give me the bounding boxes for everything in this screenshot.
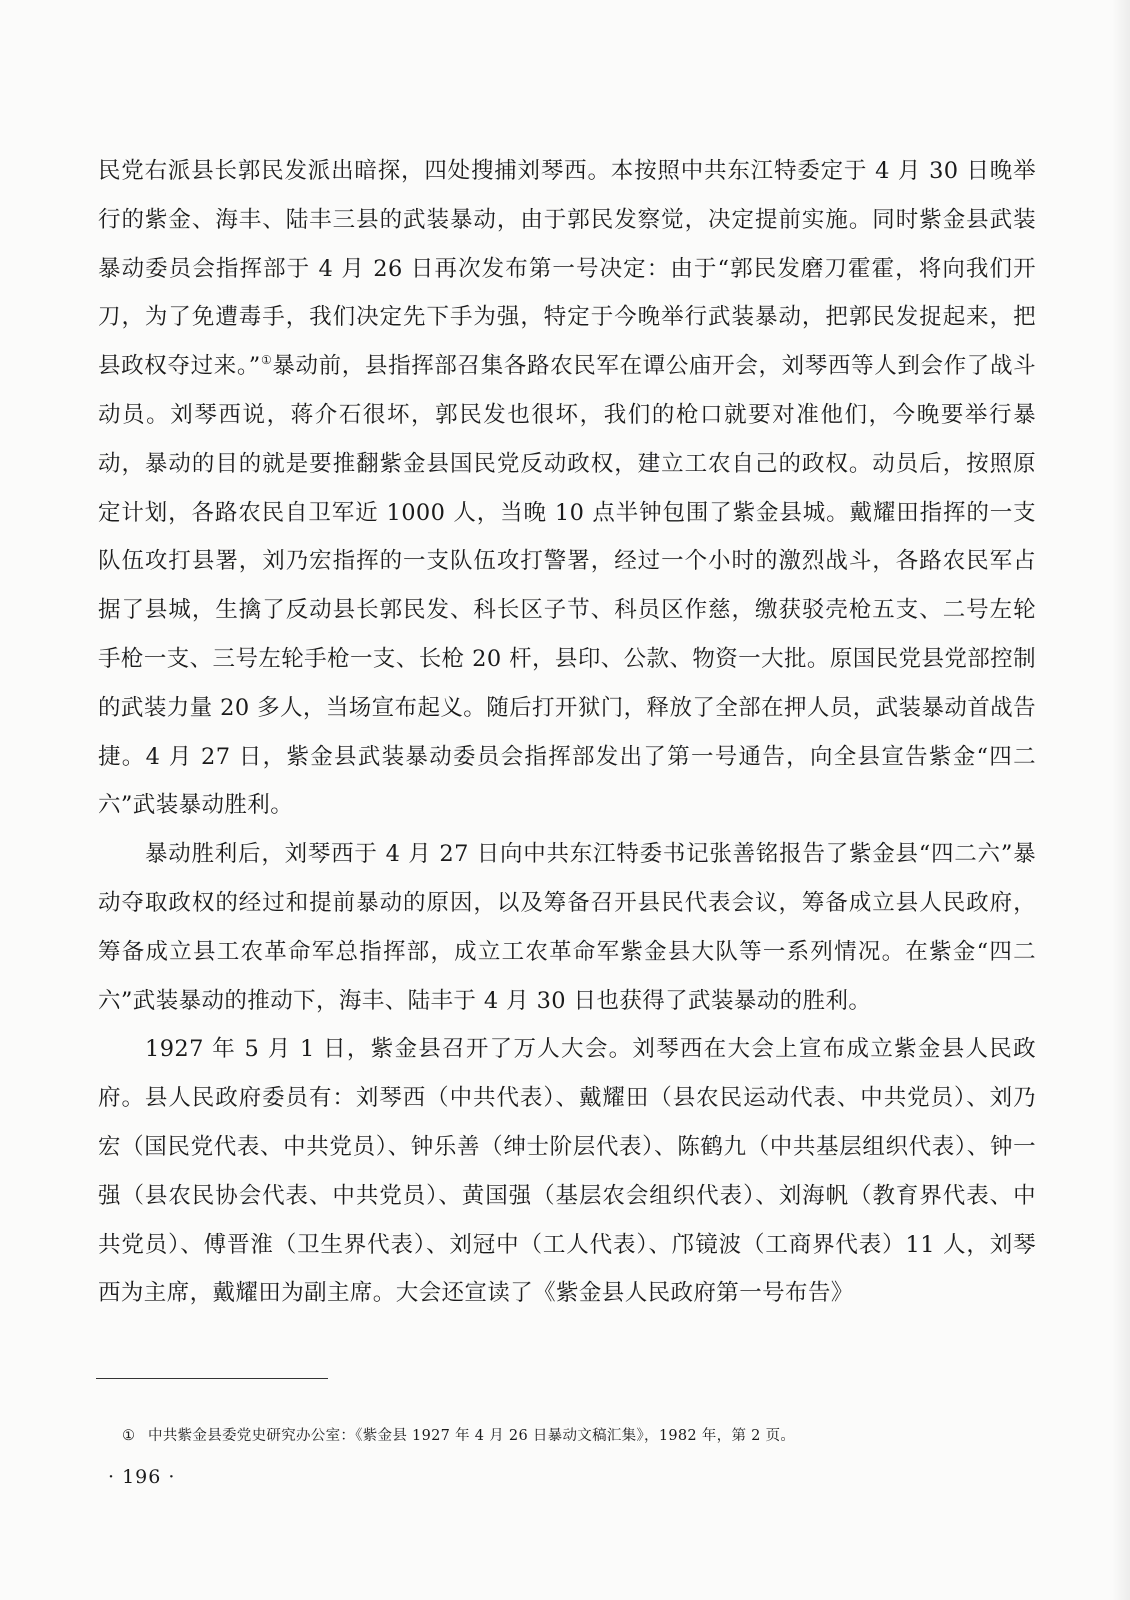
paragraph-1-continuation: 暴动前，县指挥部召集各路农民军在谭公庙开会，刘琴西等人到会作了战斗动员。刘琴西说，蒋介石很坏，郭民发也很坏，我们的枪口就要对准他们，今晚要举行暴动，暴动的目的就是要推翻紫金县国民党反动政权，建立工农自己的政权。动员后，按照原定计划，各路农民自卫军近 1000 人，当晚 10 点半钟包围了紫金县城。戴耀田指挥的一支队伍攻打县署，刘乃宏指挥的一支队伍攻打警署，经过一个小时的激烈战斗，各路农民军占据了县城，生擒了反动县长郭民发、科长区子节、科员区作慈，缴获驳壳枪五支、二号左轮手枪一支、三号左轮手枪一支、长枪 20 杆，县印、公款、物资一大批。原国民党县党部控制的武装力量 20 多人，当场宣布起义。随后打开狱门，释放了全部在押人员，武装暴动首战告捷。4 月 27 日，紫金县武装暴动委员会指挥部发出了第一号通告，向全县宣告紫金“四二六”武装暴动胜利。 — [98, 353, 1036, 819]
page-edge-shadow — [1112, 0, 1130, 1600]
footnote-divider — [96, 1378, 328, 1379]
page-number: · 196 · — [108, 1466, 176, 1488]
footnote — [122, 1425, 1048, 1447]
paragraph-2: 暴动胜利后，刘琴西于 4 月 27 日向中共东江特委书记张善铭报告了紫金县“四二六”暴动夺取政权的经过和提前暴动的原因，以及筹备召开县民代表会议，筹备成立县人民政府，筹备成立县工农革命军总指挥部，成立工农革命军紫金县大队等一系列情况。在紫金“四二六”武装暴动的推动下，海丰、陆丰于 4 月 30 日也获得了武装暴动的胜利。 — [98, 841, 1036, 1014]
paragraph-3: 1927 年 5 月 1 日，紫金县召开了万人大会。刘琴西在大会上宣布成立紫金县人民政府。县人民政府委员有：刘琴西（中共代表）、戴耀田（县农民运动代表、中共党员）、刘乃宏（国民党代表、中共党员）、钟乐善（绅士阶层代表）、陈鹤九（中共基层组织代表）、钟一强（县农民协会代表、中共党员）、黄国强（基层农会组织代表）、刘海帆（教育界代表、中共党员）、傅晋淮（卫生界代表）、刘冠中（工人代表）、邝镜波（工商界代表）11 人，刘琴西为主席，戴耀田为副主席。大会还宣读了《紫金县人民政府第一号布告》 — [98, 1036, 1036, 1307]
paragraph-1 — [98, 147, 1036, 830]
footnote-text: 中共紫金县委党史研究办公室：《紫金县 1927 年 4 月 26 日暴动文稿汇集》，1982 年，第 2 页。 — [148, 1428, 796, 1444]
paragraph-1-text: 民党右派县长郭民发派出暗探，四处搜捕刘琴西。本按照中共东江特委定于 4 月 30 日晚举行的紫金、海丰、陆丰三县的武装暴动，由于郭民发察觉，决定提前实施。同时紫金县武装暴动委员会指挥部于 4 月 26 日再次发布第一号决定：由于“郭民发磨刀霍霍，将向我们开刀，为了免遭毒手，我们决定先下手为强，特定于今晚举行武装暴动，把郭民发捉起来，把县政权夺过来。” — [98, 158, 1036, 380]
footnote-marker: ① — [122, 1428, 136, 1444]
body-text — [98, 147, 1036, 1318]
footnote-reference[interactable]: ① — [260, 353, 273, 368]
